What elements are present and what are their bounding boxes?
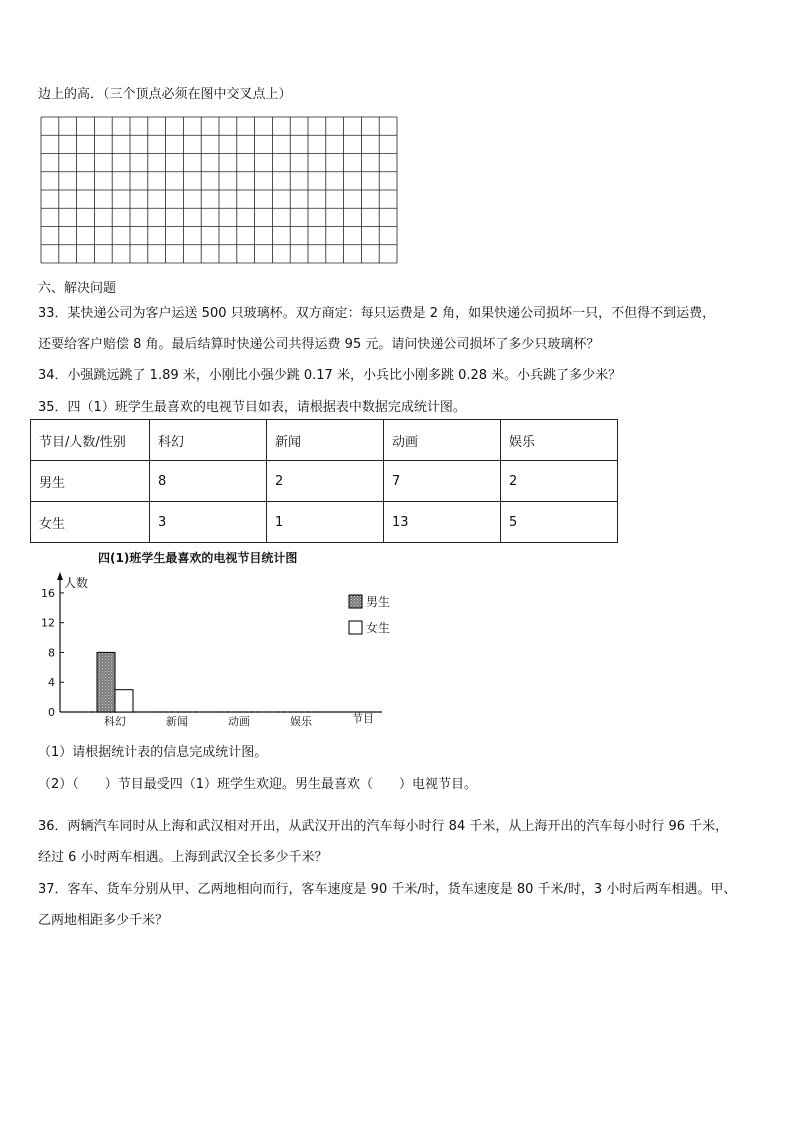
- q34-text: 34．小强跳远跳了 1.89 米，小刚比小强少跳 0.17 米，小兵比小刚多跳 0.28 米。小兵跳了多少米？: [38, 368, 622, 383]
- x-tick-label: 动画: [228, 715, 250, 728]
- table-header-cell: 科幻: [150, 420, 267, 461]
- q36-line-1: 36．两辆汽车同时从上海和武汉相对开出，从武汉开出的汽车每小时行 84 千米，从上海开出的汽车每小时行 96 千米，: [38, 819, 729, 834]
- y-tick-label: 12: [41, 616, 55, 630]
- table-row: [31, 502, 618, 543]
- q37-line-1: 37．客车、货车分别从甲、乙两地相向而行，客车速度是 90 千米/时，货车速度是 80 千米/时，3 小时后两车相遇。甲、: [38, 882, 737, 897]
- table-header-cell: 动画: [384, 420, 501, 461]
- q35-intro: 35．四（1）班学生最喜欢的电视节目如表，请根据表中数据完成统计图。: [38, 400, 466, 415]
- table-cell: 1: [267, 502, 384, 543]
- table-row: [31, 420, 618, 461]
- x-tick-label: 科幻: [104, 715, 126, 728]
- tv-program-table: [30, 419, 618, 543]
- x-tick-label: 娱乐: [290, 715, 312, 728]
- section-title: 六、解决问题: [38, 281, 117, 296]
- q37-line-2: 乙两地相距多少千米？: [38, 913, 169, 928]
- y-axis-arrow: [57, 572, 63, 580]
- table-header-cell: 新闻: [267, 420, 384, 461]
- table-header-cell: 节目/人数/性别: [31, 420, 150, 461]
- y-tick-label: 8: [48, 646, 55, 660]
- table-row: [31, 461, 618, 502]
- x-axis-label: 节目: [352, 712, 374, 725]
- table-cell: 2: [267, 461, 384, 502]
- table-cell: 13: [384, 502, 501, 543]
- y-tick-label: 4: [48, 676, 55, 690]
- table-header-cell: 娱乐: [501, 420, 618, 461]
- table-cell: 5: [501, 502, 618, 543]
- table-cell: 3: [150, 502, 267, 543]
- square-grid: [40, 116, 400, 266]
- intro-line: 边上的高．（三个顶点必须在图中交叉点上）: [38, 87, 292, 102]
- y-tick-label: 0: [48, 706, 55, 719]
- table-cell: 7: [384, 461, 501, 502]
- bar-boys: [97, 652, 115, 712]
- table-cell: 男生: [31, 461, 150, 502]
- y-tick-label: 16: [41, 586, 55, 600]
- x-tick-label: 新闻: [166, 715, 188, 728]
- table-cell: 女生: [31, 502, 150, 543]
- chart-title: 四(1)班学生最喜欢的电视节目统计图: [98, 551, 298, 565]
- q35-sub2: （2）（ ）节目最受四（1）班学生欢迎。男生最喜欢（ ）电视节目。: [38, 777, 478, 792]
- table-cell: 8: [150, 461, 267, 502]
- legend-swatch: [349, 595, 362, 608]
- table-cell: 2: [501, 461, 618, 502]
- y-axis-label: 人数: [64, 576, 89, 590]
- legend-label: 男生: [366, 595, 391, 609]
- bar-chart: [30, 548, 400, 728]
- q36-line-2: 经过 6 小时两车相遇。上海到武汉全长多少千米？: [38, 850, 328, 865]
- bar-girls: [115, 690, 133, 712]
- legend-swatch: [349, 621, 362, 634]
- q35-sub1: （1）请根据统计表的信息完成统计图。: [38, 745, 268, 760]
- legend-label: 女生: [366, 621, 391, 635]
- q33-line-2: 还要给客户赔偿 8 角。最后结算时快递公司共得运费 95 元。请问快递公司损坏了多少只玻璃杯？: [38, 337, 600, 352]
- q33-line-1: 33．某快递公司为客户运送 500 只玻璃杯。双方商定：每只运费是 2 角，如果快递公司损坏一只，不但得不到运费，: [38, 306, 716, 321]
